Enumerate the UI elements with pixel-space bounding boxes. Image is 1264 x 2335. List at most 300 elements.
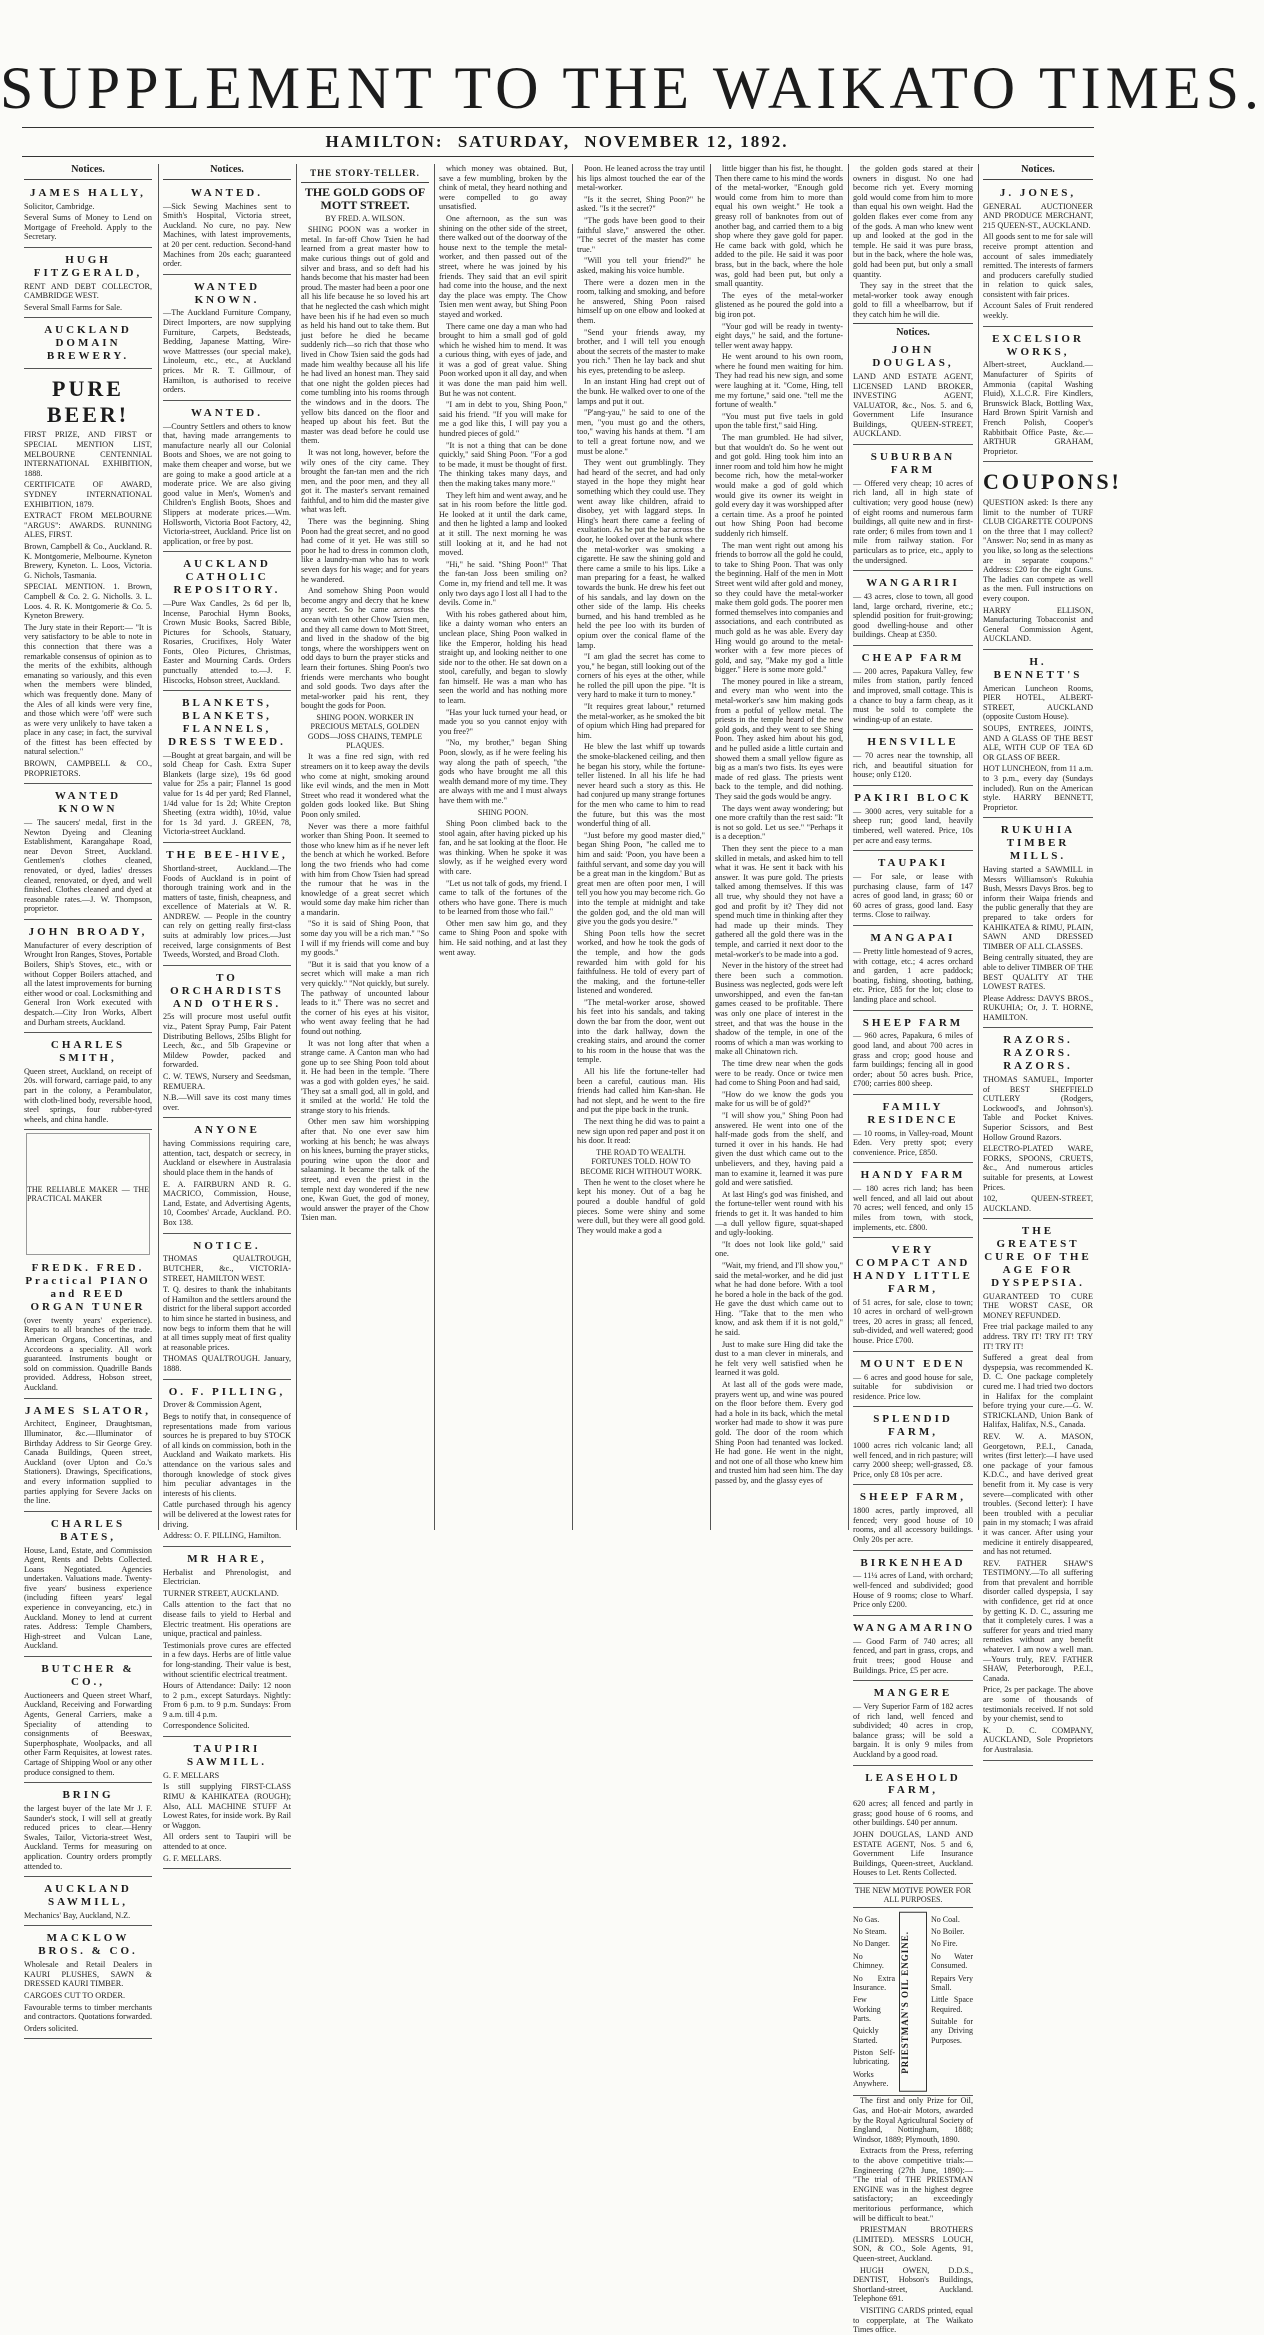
ad-name: H. BENNETT'S [993, 655, 1083, 681]
paragraph: At last Hing's god was finished, and the fortune-teller went round with his friends to get it. It was handed to him—a dull yellow figure, squat-shaped and ugly-looking. [715, 1189, 843, 1238]
ad-text: Several Small Farms for Sale. [24, 302, 123, 312]
paragraph: "Hi," he said. "Shing Poon!" That the fan-tan Joss been smiling on? Come in, my friend and tell me. It was only two days ago I lost all I had to the devils. Come in." [439, 559, 567, 608]
ad-name: SPLENDID FARM, [873, 1413, 953, 1439]
paragraph: VISITING CARDS printed, equal to copperplate, at The Waikato Times office. [853, 2305, 973, 2335]
paragraph: The days went away wondering; but one more craftily than the rest said: "It is not so gold. Let us see." "Perhaps it is a deception." [715, 803, 843, 842]
ad-block [853, 928, 973, 1010]
ad-name: LEASEHOLD FARM, [865, 1771, 961, 1797]
engine-title: THE NEW MOTIVE POWER FOR ALL PURPOSES. [854, 1885, 972, 1905]
ad-text: Shortland-street, Auckland.—The Foods of Auckland is in point of thorough training work and in the matters of taste, finish, cheapness, and excellence of Materials at W. R. ANDREW. — People in the country can rely on getting really first-class suits at admirably low prices.—Just received, large consignments of Best Tweeds, Worsted, and Broad Cloth. [163, 863, 291, 960]
rule-top [22, 127, 1094, 128]
ad-text: Being centrally situated, they are able to deliver TIMBER OF THE BEST QUALITY AT THE LOWEST RATES. [983, 953, 1093, 992]
ad-text: — For sale, or lease with purchasing clause, farm of 147 acres of good land, in grass; 60 or 60 acres of grass, good land. Easy terms. Close to railway. [853, 872, 973, 920]
engine-features-right [931, 1912, 973, 2092]
paragraph: There were a dozen men in the room, talking and smoking, and before he answered, Shing Poon raised himself up on one elbow and looked at them. [577, 277, 705, 325]
story-byline: BY FRED. A. WILSON. [325, 213, 405, 223]
paragraph: The man grumbled. He had silver, but that wouldn't do. So he went out and got gold. Hing took him into an inner room and told him how he might become rich, how the metal-worker would make a god of gold which would give its owner its weight in gold every day it was worshipped after a certain time. As a proof he pointed out how Shing Poon had become suddenly rich himself. [715, 433, 843, 538]
paragraph: The next thing he did was to paint a new sign upon red paper and post it on his door. It read: [577, 1117, 705, 1146]
ad-text: 102, QUEEN-STREET, AUCKLAND. [983, 1194, 1093, 1213]
paragraph: The time drew near when the gods were to be ready. Once or twice men had come to Shing Poon and had said, [715, 1059, 843, 1088]
story-subhead: SHING POON. [477, 807, 529, 817]
ad-text: Orders solicited. [24, 2023, 79, 2033]
ad-name: WANGAMARINO [853, 1621, 976, 1634]
paragraph: Then they sent the piece to a man skilled in metals, and asked him to tell what it was. He sent it back with his answer. It was pure gold. The priests talked among themselves. If this was all true, why should they not have a god and profit by it? They did not spend much time in thinking after they had made up their minds. They gathered all the gold there was in the temple, and carried it next door to the metal-worker's to be made into a god. [715, 843, 843, 959]
engine-feature: No Danger. [853, 1939, 890, 1949]
story-subhead: SHING POON. WORKER IN PRECIOUS METALS, GOLDEN GODS—JOSS CHAINS, TEMPLE PLAQUES. [307, 712, 423, 751]
ad-text: FIRST PRIZE, AND FIRST or SPECIAL MENTION LIST, MELBOURNE CENTENNIAL INTERNATIONAL EXHIBITION, 1888. [24, 430, 152, 478]
paragraph: Never was there a more faithful worker than Shing Poon. It seemed to those who knew him as if he never left the bench at which he worked. Before long the two friends who had come with him from Chow Tsien had spread the rumour that he was in the knowledge of a great secret which would some day make him richer than a mandarin. [301, 821, 429, 917]
paragraph: The first and only Prize for Oil, Gas, and Hot-air Motors, awarded by the Royal Agricultural Society of England, Nottingham, 1888; Windsor, 1889; Plymouth, 1890. [853, 2096, 973, 2144]
column-divider [572, 164, 573, 1530]
engine-feature: Quickly Started. [853, 2026, 879, 2045]
ad-text: G. F. MELLARS. [163, 1853, 222, 1863]
paragraph: They say in the street that the metal-worker took away enough gold to fill a wheelbarrow, but if they catch him he will die. [853, 281, 973, 319]
ads-list [24, 183, 152, 2040]
ad-text: N.B.—Will save its cost many times over. [163, 1093, 291, 1112]
ad-block [163, 1739, 291, 1869]
paragraph: "You must put five taels in gold upon the table first," said Hing. [715, 411, 843, 431]
ad-text: CERTIFICATE OF AWARD, SYDNEY INTERNATIONAL EXHIBITION, 1879. [24, 480, 152, 509]
ad-block [163, 403, 291, 553]
ad-block [163, 845, 291, 966]
ad-text: Queen street, Auckland, on receipt of 20s. will forward, carriage paid, to any part in the colony, a Perambulator, with cloth-lined body, reversible hood, steel springs, four rubber-tyred wheels, and china handle. [24, 1066, 152, 1124]
ad-name: TAUPAKI [877, 857, 949, 870]
ad-name: MANGAPAI [870, 932, 956, 945]
engine-ad [853, 1907, 973, 2097]
engine-feature: Few Working Parts. [853, 1995, 881, 2023]
column-4 [439, 164, 567, 1534]
paragraph: "It does not look like gold," said one. [715, 1239, 843, 1259]
ad-block [853, 1165, 973, 1238]
ad-block [24, 1401, 152, 1512]
paragraph: Shing Poon climbed back to the stool again, after having picked up his fan, and he sat looking at the floor. He was thinking. When he spoke it was slowly, as if he weighed every word with care. [439, 818, 567, 876]
ad-name: J. JONES, [999, 186, 1077, 199]
paragraph: In an instant Hing had crept out of the bunk. He walked over to one of the lamps and put it out. [577, 377, 705, 406]
paragraph: "Wait, my friend, and I'll show you," said the metal-worker, and he did just what he had done before. With a tool he bored a hole in the back of the god. He gave the dust which came out to Hing. "Take that to the men who know, and ask them if it is not gold," he said. [715, 1260, 843, 1338]
paragraph: And somehow Shing Poon would become angry and decry that he knew any secret. So he came across the ocean with ten other Chow Tsien men, and they all came down to Mott Street, and lived in the shadow of the big tongs, where the worshippers went on odd days to burn the prayer sticks and learn their fortunes. Shing Poon's two friends were merchants who bought and sold goods. Two days after the metal-worker paid his rent, they bought the gods for Poon. [301, 586, 429, 711]
ad-block [853, 648, 973, 730]
ad-block [853, 340, 973, 445]
paragraph: SHING POON was a worker in metal. In far-off Chow Tsien he had learned from a great master how to make curious things out of gold and silver and brass, and so deft had his hands become that his master had been proud. The master had been a poor one all his life because he so loved his art that he neglected the cash which might have been his if he had even so much as held his hand out to take them. But just before he died he became suddenly rich—so rich that those who lived in Chow Tsien said the gods had made him wealthy because all his life he had lived an honest man. They said that one night the golden pieces had come tumbling into his rooms through the windows and in the doors. The yellow bits danced on the floor and heaped up about his feet. But the master was dead before he could use them. [301, 225, 429, 446]
engine-feature: Suitable for any Driving Purposes. [931, 2016, 973, 2045]
paragraph: It was not long after that when a strange came. A Canton man who had gone up to see Shing Poon told about it. He had been in the temple. 'There was a god with golden eyes,' he said. 'They sat a small god, all in gold, and it smiled at the world.' He told the strange story to his friends. [301, 1038, 429, 1115]
engine-feature: Little Space Required. [931, 1995, 973, 2014]
paragraph: The money poured in like a stream, and every man who went into the metal-worker's saw him making gods from a potful of yellow metal. The priests in the temple heard of the new gold gods, and they went to see Shing Poon. They asked him about his god, and he pulled aside a little curtain and showed them a small yellow figure as big as a man's two fists. Its eyes were made of red glass. The priests went back to the temple, and did nothing. They said the gods would be angry. [715, 676, 843, 801]
ad-name: JAMES SLATOR, [24, 1404, 151, 1417]
ad-block [24, 1258, 152, 1398]
ad-text: the largest buyer of the late Mr J. F. Saunder's stock, I will sell at greatly reduced prices to clear.—Henry Swales, Tailor, Victoria-street West, Auckland. Terms for measuring on application. Country orders promptly attended to. [24, 1803, 152, 1871]
engine-feature: No Water Consumed. [931, 1951, 973, 1971]
ad-name: HUGH FITZGERALD, [33, 253, 143, 279]
paragraph: "Your god will be ready in twenty-eight days," he said, and the fortune-teller went away happy. [715, 321, 843, 350]
ad-block [24, 1514, 152, 1657]
ad-text: Albert-street, Auckland.—Manufacturer of Spirits of Ammonia (capital Washing Fluid), X.L.C.R. Fire Kindlers, Brunswick Black, Bottling Wax, Hard Brown Spirit Varnish and French Polish, Cooper's Rabbitbait Office Paste, &c.—ARTHUR GRAHAM, Proprietor. [983, 360, 1093, 456]
story-body [853, 164, 973, 320]
ad-name: WANTED KNOWN. [193, 280, 261, 306]
ads-list [163, 183, 291, 1869]
dateline-date: NOVEMBER 12, 1892. [584, 132, 789, 151]
ad-block [853, 1487, 973, 1550]
ad-name: WANTED. [190, 406, 264, 419]
ad-block [24, 183, 152, 248]
ad-text: Wholesale and Retail Dealers in KAURI PLUSHES, SAWN & DRESSED KAURI TIMBER. [24, 1960, 152, 1989]
ad-block [853, 1097, 973, 1164]
ad-block [163, 554, 291, 691]
paragraph: PRIESTMAN BROTHERS (LIMITED). MESSRS LOUCH, SON, & CO., Sole Agents, 91, Queen-street, Auckland. [853, 2225, 973, 2263]
ad-text: —Country Settlers and others to know that, having made arrangements to manufacture nearly all our Colonial Boots and Shoes, we are not going to make them cheaper and worse, but we are going to make a good article at a moderate price. We are also giving good value in Men's, Women's and Children's English Boots, Shoes and Slippers at moderate prices.—Wm. Hollsworth, Victoria Boot Factory, 42, Victoria-street, Auckland. Price list on application, or free by post. [163, 421, 291, 546]
ad-text: — Very Superior Farm of 182 acres of rich land, well fenced and subdivided; 40 acres in crop, balance grass; will be sold a bargain. It is only 9 miles from Auckland by a good road. [853, 1701, 973, 1759]
ad-text: GUARANTEED TO CURE THE WORST CASE, OR MONEY REFUNDED. [983, 1291, 1093, 1320]
perambulator-illustration: THE RELIABLE MAKER — THE PRACTICAL MAKER [26, 1133, 150, 1255]
engine-label: PRIESTMAN'S OIL ENGINE. [899, 1912, 927, 2092]
notices-heading: Notices. [71, 164, 105, 175]
ad-text: Brown, Campbell & Co., Auckland. R. K. Montgomerie, Melbourne. Kyneton Brewery, Kyneton. L. Loos, Victoria. G. Nichols, Tasmania. [24, 542, 152, 580]
ad-text: THOMAS QUALTROUGH. January, 1888. [163, 1354, 291, 1373]
ad-block [853, 1013, 973, 1095]
ad-block [853, 573, 973, 646]
paragraph: "Will you tell your friend?" he asked, making his voice humble. [577, 256, 705, 275]
column-1 [24, 164, 153, 2033]
ad-block [983, 820, 1093, 1028]
paragraph: They went out grumblingly. They had heard of the secret, and had only stayed in the hope they might hear something which they could use. They went away like children, afraid to disobey, yet with laggard steps. In Hing's heart there came a feeling of exultation. As he put the bar across the door, he looked over at the bunk where the metal-worker was smoking a cigarette. He saw the shining gold and there came a smile to his lips. Like a man preparing for a feast, he walked towards the bunk. He drew his feet out of his sandals, and lay down on the other side of the lamp. His cheeks burned, and his hand trembled as he held the pee loo with its burden of opium over the conical flame of the lamp. [577, 458, 705, 650]
paragraph: "The metal-worker arose, showed his feet into his sandals, and taking down the bar from the door, went out into the dark hallway, down the creaking stairs, and around the corner to his room in the house that was the temple. [577, 997, 705, 1065]
ad-text: TURNER STREET, AUCKLAND. [163, 1588, 279, 1598]
ad-text: Hours of Attendance: Daily: 12 noon to 2 p.m., except Saturdays. Nightly: From 6 p.m. to 9 p.m. Sundays: From 9 a.m. till 4 p.m. [163, 1681, 291, 1719]
dateline-day: SATURDAY, [457, 132, 571, 151]
ad-text: Free trial package mailed to any address. TRY IT! TRY IT! TRY IT! TRY IT! [983, 1322, 1093, 1351]
ad-block [24, 1928, 152, 2039]
paragraph: The man went right out among his friends to borrow all the gold he could, to take to Shing Poon. That was only the beginning. Half of the men in Mott Street went wild after gold and money, so they could have the metal-worker make them gold gods. The poorer men formed themselves into companies and associations, and each contributed as much gold as he was able. Every day Hing would go around to the metal-worker with a few more pieces of gold, and say, "Make my god a little bigger." Here is some more gold." [715, 540, 843, 675]
engine-feature: No Steam. [853, 1927, 887, 1937]
ad-text: Is still supplying FIRST-CLASS RIMU & KAHIKATEA (ROUGH); Also, ALL MACHINE STUFF At Lowest Rates, for inside work. By Rail or Waggon. [163, 1782, 291, 1830]
ad-text: — 3000 acres, very suitable for a sheep run; good land, heavily timbered, well watered. Price, 10s per acre and easy terms. [853, 806, 973, 845]
ad-name: JOHN BROADY, [28, 925, 148, 938]
paragraph: They left him and went away, and he sat in his room before the little god. He looked at it until the dark came, and then he lighted a lamp and looked at it still. The next morning he was still looking at it, and he had not moved. [439, 490, 567, 558]
ad-text: 25s will procure most useful outfit viz., Patent Spray Pump, Fair Patent Distributing Bellows, 25lbs Blight for Leech, &c., and 5lb Grapevine or Mildew Powder, packed and forwarded. [163, 1012, 291, 1070]
ad-block [24, 922, 152, 1033]
notices-heading: Notices. [1021, 164, 1055, 175]
paragraph: "It is not a thing that can be done quickly," said Shing Poon. "For a god to be made, it must be thought of first. The thinking takes many days, and then the making takes many more." [439, 440, 567, 488]
ad-text: Address: O. F. PILLING, Hamilton. [163, 1531, 282, 1541]
rule [983, 179, 1093, 180]
ad-text: Calls attention to the fact that no disease fails to yield to Herbal and Electric treatment. His operations are unique, practical and painless. [163, 1600, 291, 1639]
paragraph: With his robes gathered about him, like a dainty woman who enters an unclean place, Shing Poon walked in like the Emperor, holding his head straight up, and looking neither to one side nor to the other. He sat down on a stool, carefully, and began to slowly fan himself. He was a man who has seen the world and has nothing more to learn. [439, 609, 567, 706]
paragraph: little bigger than his fist, he thought. Then there came to his mind the words of the metal-worker, "Enough gold would come from him to more than equal his own weight." He took a greasy roll of banknotes from out of another bag, and carried them to a big shop where they gave gold for paper. He came back with gold, which he added to the pile. He said it was poor brass, but in the back, where the hole was, gold had been put, but only a small quantity. [715, 164, 843, 289]
ad-text: Testimonials prove cures are effected in a few days. Herbs are of little value for long-standing. Their value is best, without scientific electrical treatment. [163, 1640, 291, 1679]
paragraph: All his life the fortune-teller had been a careful, cautious man. His friends had called him Kan-shan. He had not slept, and he went to the fire and put the pipe back in the trunk. [577, 1067, 705, 1115]
paragraph: Other men saw him worshipping after that. No one ever saw him working at his bench; he was always on his knees, burning the prayer sticks, pouring wine upon the door and salaaming. It became the talk of the street, and even the priest in the temple next day wondered if the new one, Kwan Guet, the god of money, would answer the prayer of the Chow Tsien man. [301, 1117, 429, 1223]
paragraph: There was the beginning. Shing Poon had the great secret, and no good had come of it yet. He was still so poor he had to dress in common cloth, like a laundry-man who has to work seven days for his wage; and for years he wandered. [301, 517, 429, 584]
paragraph: Poon. He leaned across the tray until his lips almost touched the ear of the metal-worker. [577, 164, 705, 193]
ad-text: Solicitor, Cambridge. [24, 201, 95, 211]
engine-feature: Piston Self-lubricating. [853, 2048, 895, 2067]
ad-name: THE BEE-HIVE, [166, 849, 288, 862]
ad-block [983, 652, 1093, 818]
ad-block [853, 1768, 973, 1884]
ad-block [983, 1221, 1093, 1760]
paragraph: "Is it the secret, Shing Poon?" he asked. "Is it the secret?" [577, 194, 705, 214]
dateline-place: HAMILTON: [325, 132, 444, 151]
ad-text: ELECTRO-PLATED WARE, FORKS, SPOONS, CRUETS, &c., And numerous articles suitable for presents, at Lowest Prices. [983, 1144, 1093, 1192]
ad-text: Drover & Commission Agent, [163, 1400, 262, 1410]
ad-text: Manufacturer of every description of Wrought Iron Ranges, Stoves, Portable Boilers, Ship's Stoves, etc., with or without Copper Boilers attached, and all the latest improvements for burning either wood or coal. Locksmithing and General Iron Work executed with despatch.—City Iron Works, Albert and Durham streets, Auckland. [24, 940, 152, 1027]
paragraph: "No, my brother," began Shing Poon, slowly, as if he were feeling his way along the path of speech, "the gods who have brought me all this wealth demand more of my time. They are always with me and I must always have them with me." [439, 738, 567, 805]
ad-text: — The saucers' medal, first in the Newton Dyeing and Cleaning Establishment, Karangahape Road, near Devon Street, Auckland. Gentlemen's clothes cleaned, renovated, or dyed, ladies' dresses cleaned, renovated, or dyed, and well finished. Clothes cleaned and dyed at reasonable rates.—J. W. Thompson, proprietor. [24, 817, 152, 914]
ad-block [163, 277, 291, 401]
ad-name: FREDK. FRED. Practical PIANO and REED ORGAN TUNER [25, 1262, 151, 1313]
ad-text: — 11¼ acres of Land, with orchard; well-fenced and subdivided; good House of 9 rooms; close to Wharf. Price only £200. [853, 1571, 973, 1610]
ad-text: American Luncheon Rooms, PIER HOTEL, ALBERT-STREET, AUCKLAND (opposite Custom House). [983, 683, 1093, 722]
ad-text: — Pretty little homestead of 9 acres, with cottage, etc.; 4 acres orchard and garden, 1 acre paddock; boating, fishing, shooting, bathing, etc. Price, £85 for the lot; close to landing place and school. [853, 946, 973, 1004]
ad-block [983, 464, 1122, 650]
column-divider [848, 164, 849, 1530]
ad-name: AUCKLAND SAWMILL, [44, 1883, 132, 1908]
engine-feature: No Chimney. [853, 1951, 884, 1971]
paragraph: "How do we know the gods you make for us will be of gold?" [715, 1089, 843, 1109]
rule [853, 323, 973, 324]
engine-features-left [853, 1912, 895, 2092]
ad-text: —The Auckland Furniture Company, Direct Importers, are now supplying Furniture, Carpets, Bedsteads, Bedding, Japanese Matting, Wire-wove Mattresses (our special make), Linoleum, etc., etc., at Auckland prices. Mr R. T. Gillmour, of Hamilton, is authorised to receive orders. [163, 308, 291, 395]
ad-block [853, 853, 973, 926]
ad-text: — 960 acres, Papakura, 6 miles of good land, and about 700 acres in grass and crop; good house and farm buildings; fencing all in good order; about 50 acres bush. Price, £700; carries 800 sheep. [853, 1031, 973, 1089]
engine-feature: No Coal. [931, 1914, 960, 1924]
ad-text: T. Q. desires to thank the inhabitants of Hamilton and the settlers around the district for the liberal support accorded to him since he started in business, and now begs to inform them that he will at all times supply meat of first quality at reasonable prices. [163, 1285, 291, 1352]
ad-text: —Sick Sewing Machines sent to Smith's Hospital, Victoria street, Auckland. No cure, no pay. New Machines, with latest improvements, at 20 per cent. reduction. Second-hand Machines from 20s each; guaranteed order. [163, 201, 291, 269]
ad-name: NOTICE. [193, 1239, 261, 1252]
ad-name: WANGARIRI [866, 577, 960, 590]
ad-name: BRING [62, 1789, 114, 1802]
ad-name: VERY COMPACT AND HANDY LITTLE FARM, [853, 1244, 973, 1295]
column-7 [853, 164, 976, 2335]
ad-text: of 51 acres, for sale, close to town; 10 acres in orchard of well-grown trees, 20 acres in grass; all fenced, sub-divided, and well watered; good house. Price £700. [853, 1297, 973, 1346]
ad-text: — 43 acres, close to town, all good land, large orchard, riverine, etc.; splendid position for fruit-growing; good dwelling-house and other buildings. Cheap at £350. [853, 591, 973, 640]
paragraph: "I will show you," Shing Poon had answered. He went into one of the half-made gods from the shelf, and turned it over in his hands. He had given the dust which came out to the unbelievers, and they, having paid a man to examine it, learned it was pure gold and were satisfied. [715, 1111, 843, 1188]
engine-feature: No Extra Insurance. [853, 1973, 895, 1992]
engine-feature: Repairs Very Small. [931, 1973, 973, 1992]
ad-text: Price, 2s per package. The above are some of thousands of testimonials received. If not sold by your chemist, send to [983, 1685, 1093, 1724]
ad-text: SPECIAL MENTION. 1. Brown, Campbell & Co. 2. G. Nicholls. 3. L. Loos. 4. R. K. Montgomerie & Co. 5. Kyneton Brewery. [24, 582, 152, 621]
paragraph: Never in the history of the street had there been such a commotion. Business was neglected, gods were left unworshipped, and even the fan-tan games ceased to be profitable. There was only one place of interest in the street, and that was the house in the shadow of the temple, in one of the rooms of which a man was working to make all Chinatown rich. [715, 961, 843, 1057]
story-body [577, 1178, 705, 1236]
ad-text: House, Land, Estate, and Commission Agent, Rents and Debts Collected. Loans Negotiated. Agencies undertaken. Valuations made. Twenty-five years' business experience (including fifteen years' legal experience in conveyancing, etc.) in Auckland. Money to lend at current rates. Address: Temple Chambers, High-street and Vulcan Lane, Auckland. [24, 1545, 152, 1651]
ad-block [24, 786, 152, 920]
ad-text: GENERAL AUCTIONEER AND PRODUCE MERCHANT, 215 QUEEN-ST., AUCKLAND. [983, 201, 1093, 230]
ad-text: Please Address: DAVYS BROS., RUKUHIA; Or, J. T. HORNE, HAMILTON. [983, 993, 1093, 1022]
ad-name: SHEEP FARM, [859, 1491, 967, 1504]
ad-name: SHEEP FARM [862, 1016, 964, 1029]
ad-name: MANGERE [873, 1687, 953, 1700]
paragraph: "I am glad the secret has come to you," he began, still looking out of the corners of his eyes at the other, while he rolled the pill upon the pipe. "It is very hard to make it turn to money." [577, 652, 705, 700]
paragraph: "Let us not talk of gods, my friend. I came to talk of the fortunes of the others who have gone. There is much to be learned from those who fail." [439, 878, 567, 917]
ad-text: 620 acres; all fenced and partly in grass; good house of 6 rooms, and other buildings. £40 per annum. [853, 1799, 973, 1828]
engine-ad-text [853, 2096, 973, 2334]
ad-text: JOHN DOUGLAS, LAND AND ESTATE AGENT, Nos. 5 and 6, Government Life Insurance Buildings, Queen-street, Auckland. Houses to Let. Rents Collected. [853, 1830, 973, 1878]
ad-text: Correspondence Solicited. [163, 1721, 250, 1731]
column-divider [158, 164, 159, 1530]
ad-text: having Commissions requiring care, attention, tact, despatch or secrecy, in Auckland or elsewhere in Australasia should place them in the hands of [163, 1139, 291, 1177]
ad-name: CHEAP FARM [861, 651, 965, 664]
ad-text: THOMAS QUALTROUGH, BUTCHER, &c., VICTORIA-STREET, HAMILTON WEST. [163, 1254, 291, 1283]
paragraph: "I am in debt to you, Shing Poon," said his friend. "If you will make for me a god like this, I will pay you a hundred pieces of gold." [439, 400, 567, 439]
ads-list [853, 340, 976, 1884]
ad-text: HARRY ELLISON, Manufacturing Tobacconist and General Commission Agent, AUCKLAND. [983, 605, 1093, 644]
ad-block [853, 1618, 976, 1681]
column-divider [978, 164, 979, 1530]
ad-text: CARGOES CUT TO ORDER. [24, 1990, 125, 2000]
column-divider [296, 164, 297, 1530]
story-body [715, 164, 843, 1486]
paragraph: HUGH OWEN, D.D.S., DENTIST, Hobson's Buildings, Shortland-street, Auckland. Telephone 691. [853, 2265, 973, 2304]
ad-name: RAZORS. RAZORS. RAZORS. [1003, 1034, 1073, 1073]
ad-name: BIRKENHEAD [860, 1556, 966, 1569]
ad-text: RENT AND DEBT COLLECTOR, CAMBRIDGE WEST. [24, 281, 152, 301]
ad-name: ANYONE [194, 1124, 260, 1137]
ad-text: SOUPS, ENTREES, JOINTS, AND A GLASS OF THE BEST ALE, WITH CUP OF TEA 6D OR GLASS OF BEER. [983, 724, 1093, 762]
section-title: THE STORY-TELLER. [310, 168, 420, 178]
ad-block [24, 320, 152, 369]
ad-text: QUESTION asked: Is there any limit to the number of TURF CLUB CIGARETTE COUPONS on the three that I may collect? "Answer: No; send in as many as you like, so long as the selections are in separate coupons." Address: £20 for the eight Guns. The ladies can compete as well as the men. Full instructions on every coupon. [983, 498, 1093, 603]
paragraph: Other men saw him go, and they came to Shing Poon and spoke with him. He said nothing, and at last they went away. [439, 918, 567, 957]
paragraph: "Just before my good master died," began Shing Poon, "he called me to him and said: 'Poon, you have been a faithful servant, and some day you will be a great man in the kingdom.' But as great men are often poor men, I will tell you how you may become rich. Go into the temple at midnight and take the golden god, and the old man will give you the gods you desire.'" [577, 830, 706, 927]
ad-name: CHARLES BATES, [50, 1517, 126, 1543]
paragraph: "P'ang-yau," he said to one of the men, "you must go and the others, too," waving his hands at them. "I am to tell a great fortune now, and we must be alone." [577, 408, 705, 456]
column-divider [710, 164, 711, 1530]
ad-text: — 70 acres near the township, all rich, and beautiful situation for house; only £120. [853, 751, 973, 780]
ad-text: The Jury state in their Report:— "It is very satisfactory to be able to note in this connection that there was a remarkable consensus of opinion as to the merits of the exhibits, although emanating so variously, and this even when the members were blinded, which was frequently done. Many of the Ales of all kinds were very fine, and those which were 'off' were such as were very unlikely to have taken a place in any case; in fact, the survival of the fittest has been effected by natural selection." [24, 622, 152, 757]
ad-text: — 10 rooms, in Valley-road, Mount Eden. Very pretty spot; every convenience. Price, £850. [853, 1128, 973, 1157]
ad-name: RUKUHIA TIMBER MILLS. [1000, 824, 1076, 863]
ad-block [163, 1120, 291, 1233]
ad-text: LAND AND ESTATE AGENT, LICENSED LAND BROKER, INVESTING AGENT, VALUATOR, &c., Nos. 5. and 6, Government Life Insurance Buildings, QUEEN-STREET, AUCKLAND. [853, 371, 973, 439]
paragraph: Shing Poon tells how the secret worked, and how he took the gods of the temple, and how the gods rewarded him with gold for his faithfulness. He told of every part of the making, and the fortune-teller listened and wondered. [577, 928, 705, 996]
ad-name: TO ORCHARDISTS AND OTHERS. [170, 971, 284, 1010]
engine-feature: No Boiler. [931, 1927, 965, 1937]
paragraph: At last all of the gods were made, prayers went up, and wine was poured on the floor before them. Every god had a hole in its back, which the metal worker had made to show it was pure gold. The door of the room which Shing Poon had tenanted was locked. He had gone. He went in the night, and not one of all those who knew him and trusted him had seen him. The day passed by, and the glassy eyes of [715, 1380, 843, 1485]
story-body [301, 752, 429, 1223]
ad-text: Having started a SAWMILL in Messrs Williamson's Rukuhia Bush, Messrs Davys Bros. beg to inform their Waipa friends and the public generally that they are prepared to take orders for KAHIKATEA & RIMU, PLAIN, SAWN AND DRESSED TIMBER OF ALL CLASSES. [983, 864, 1093, 951]
ad-text: Begs to notify that, in consequence of representations made from various sources he is prepared to buy STOCK of all kinds on commission, both in the Auckland and Waikato markets. His attendance on the various sales and thorough knowledge of stock gives him peculiar advantages in the interests of his clients. [163, 1412, 291, 1498]
column-2 [163, 164, 291, 1863]
ad-name: WANTED KNOWN [54, 790, 122, 816]
column-5 [577, 164, 705, 1534]
ad-block [163, 1382, 291, 1547]
paragraph: It was not long, however, before the wily ones of the city came. They brought the fan-tan men and the rich men, and the poor men, and they all got it. The master's servant remained faithful, and to him did the master give what was left. [301, 447, 429, 515]
ad-text: —Pure Wax Candles, 2s 6d per lb, Incense, Parochial Hymn Books, Crown Music Books, Sacred Bible, Pictures for Schools, Statuary, Rosaries, Crucifixes, Holy Water Fonts, Oleo Pictures, Christmas, Easter and Mourning Cards. Orders punctually attended to.—J. F. Hiscocks, Hobson street, Auckland. [163, 598, 291, 685]
ad-name: SUBURBAN FARM [870, 451, 956, 476]
dateline [0, 132, 1114, 152]
ad-block [24, 371, 152, 784]
ad-name: COUPONS! [983, 469, 1122, 495]
story-sign: THE ROAD TO WEALTH. FORTUNES TOLD. HOW TO BECOME RICH WITHOUT WORK. [580, 1147, 702, 1176]
ad-name: MR HARE, [187, 1552, 267, 1565]
ad-name: FAMILY RESIDENCE [867, 1100, 959, 1126]
ad-name: PURE BEER! [46, 376, 130, 427]
ad-text: G. F. MELLARS [163, 1770, 220, 1780]
ad-name: JAMES HALLY, [30, 186, 146, 199]
engine-feature: No Fire. [931, 1939, 958, 1949]
ad-text: Cattle purchased through his agency will be delivered at the lowest rates for driving. [163, 1500, 291, 1529]
paragraph: The eyes of the metal-worker glistened as he poured the gold into a big iron pot. [715, 290, 843, 319]
ad-text: Herbalist and Phrenologist, and Electrician. [163, 1567, 291, 1587]
paragraph: the golden gods stared at their owners in disgust. No one had become rich yet. Every morning gold would come from him to more than equal his own weight. Had the golden flakes ever come from any of the gods. A man who knew went up and looked at the god in the temple. He said it was pure brass, but in the back, where the hole was, gold had been put, but only a small quantity. [853, 164, 973, 279]
ad-text: EXTRACT FROM MELBOURNE "ARGUS": AWARDS. RUNNING ALES, FIRST. [24, 511, 152, 540]
ad-text: Auctioneers and Queen street Wharf, Auckland, Receiving and Forwarding Agents, General Carriers, make a Speciality of attending to consignments of Beeswax, Superphosphate, Woolpacks, and all other Farm Requisites, at lowest rates. Cartage of Shipping Wool or any other produce consigned to them. [24, 1690, 152, 1777]
paragraph: Then he went to the closet where he kept his money. Out of a bag he poured a double handful of gold pieces. Some were shiny and some were dull, but they were all good gold. They would make a god a [577, 1177, 705, 1235]
paragraph: Extracts from the Press, referring to the above competitive trials:— Engineering (27th June, 1890):— "The trial of THE PRIESTMAN ENGINE was in the highest degree satisfactory; an exceedingly meritorious performance, which will be difficult to beat." [853, 2146, 973, 2223]
ad-name: EXCELSIOR WORKS, [992, 332, 1084, 358]
rule [301, 182, 429, 183]
ad-name: WANTED. [190, 186, 264, 199]
ad-block [163, 968, 291, 1119]
story-body [439, 164, 567, 806]
paragraph: "Has your luck turned your head, or made you so you cannot enjoy with you free?" [439, 707, 567, 736]
ad-block [853, 447, 973, 571]
ad-block [163, 693, 291, 843]
ad-name: HANDY FARM [860, 1169, 966, 1182]
ad-block [163, 1549, 291, 1737]
ad-name: CHARLES SMITH, [50, 1039, 126, 1064]
ad-block [24, 1879, 152, 1926]
masthead-title: SUPPLEMENT TO THE WAIKATO TIMES. [0, 55, 1264, 121]
ad-text: Several Sums of Money to Lend on Mortgage of Freehold. Apply to the Secretary. [24, 213, 152, 242]
ad-block [853, 788, 973, 851]
ad-text: C. W. TEWS, Nursery and Seedsman, REMUERA. [163, 1071, 291, 1091]
ad-text: All orders sent to Taupiri will be attended to at once. [163, 1832, 291, 1851]
ad-block [163, 183, 291, 275]
ad-name: BUTCHER & CO., [41, 1663, 135, 1688]
rule [163, 179, 291, 180]
column-divider [434, 164, 435, 1530]
ad-text: — Offered very cheap; 10 acres of rich land, all in high state of cultivation; very good house (new) of eight rooms and numerous farm buildings, all quite new and in first-rate order; 6 miles from town and 1 mile from railway station. For particulars as to price, etc., apply to the undersigned. [853, 478, 973, 565]
ad-text: — 200 acres, Papakura Valley, few miles from station, partly fenced and improved, small cottage. This is a chance to buy a farm cheap, as it must be sold to complete the winding-up of an estate. [853, 666, 973, 724]
ad-text: Suffered a great deal from dyspepsia, was recommended K. D. C. One package completely cured me. I had tried two doctors in Halifax for the complaint before trying your cure.—G. W. STRICKLAND, Union Bank of Halifax, Halifax, N.S., Canada. [983, 1353, 1093, 1430]
ad-name: TAUPIRI SAWMILL. [187, 1743, 267, 1768]
ad-text: REV. W. A. MASON, Georgetown, P.E.I., Canada, writes (first letter):—I have used one package of your famous K.D.C., and have derived great benefit from it. My case is very severe—complicated with other troubles. (Second letter): I have been troubled with a peculiar pain in my stomach; I was afraid it was cancer. After using your medicine it entirely disappeared, and has not returned. [983, 1431, 1093, 1557]
ad-block [24, 1035, 152, 1130]
ad-text: — 6 acres and good house for sale, suitable for subdivision or residence. Price low. [853, 1372, 973, 1401]
ad-name: THE GREATEST CURE OF THE AGE FOR DYSPEPSIA. [984, 1225, 1092, 1289]
ad-block [24, 250, 152, 319]
ad-block [853, 1354, 973, 1408]
paragraph: There came one day a man who had brought to him a small god of gold which he wished him to mend. It was a curious thing, with eyes of jade, and it was a god of great value. Shing Poon worked upon it all day, and when it was done the man paid him well. But he was not content. [439, 321, 567, 398]
ad-name: MOUNT EDEN [860, 1357, 966, 1370]
ad-text: 1000 acres rich volcanic land; all well fenced, and in rich pasture; will carry 2000 sheep; well-grassed, £8. Price, only £8 10s per acre. [853, 1441, 973, 1479]
paragraph: He blew the last whiff up towards the smoke-blackened ceiling, and then he began his story, while the fortune-teller listened. In all his life he had never heard such a story as this. He had conjured up many strange fortunes for the men who came to him to read the future, but this was the most wonderful thing of all. [577, 742, 705, 829]
column-6 [715, 164, 843, 1534]
notices-heading: Notices. [896, 326, 930, 338]
story-title: THE GOLD GODS OF MOTT STREET. [304, 184, 426, 212]
ad-text: BROWN, CAMPBELL & CO., PROPRIETORS. [24, 759, 152, 778]
paragraph: He went around to his own room, where he found men waiting for him. They had read his new sign, and some were laughing at it. "Come, Hing, tell me my fortune," said one. "tell me the fortune of wealth." [715, 352, 843, 410]
ad-name: JOHN DOUGLAS, [872, 344, 954, 370]
engine-feature: Works Anywhere. [853, 2069, 889, 2089]
ad-text: 1800 acres, partly improved, all fenced; very good house of 10 rooms, and all accessory buildings. Only 20s per acre. [853, 1506, 973, 1545]
ad-text: Architect, Engineer, Draughtsman, Illuminator, &c.—Illuminator of Birthday Address to Sir George Grey. Canada Buildings, Queen street, Auckland (over Upton and Co.'s Stationers). Drawings, Specifications, and every information supplied to parties applying for Severe Jacks on the line. [24, 1419, 152, 1506]
ad-block [853, 732, 973, 786]
ad-name: AUCKLAND CATHOLIC REPOSITORY. [173, 558, 281, 597]
rule-under-dateline [22, 156, 1094, 157]
ad-text: (over twenty years' experience). Repairs to all branches of the trade. American Organs, Concertinas, and Accordeons a speciality. All work guaranteed. Instruments bought or sold on commission. Quadrille Bands provided. Address, Hobson street, Auckland. [24, 1315, 152, 1392]
ad-block [24, 1659, 152, 1783]
ad-text: —Bought at great bargain, and will be sold Cheap for Cash. Extra Super Blankets (large size), 19s 6d good value for 25s a pair; Flannel 1s good value for 1s 4d per yard; Red Flannel, 1/4d value for 1s 2d; White Crepton Sheeting (extra width), 10½d, value for 1s 3d yard. J. GREEN, 78, Victoria-street Auckland. [163, 750, 291, 837]
ad-block [853, 1409, 973, 1485]
ad-block [853, 1683, 973, 1765]
paragraph: "It requires great labour," returned the metal-worker, as he smoked the bit of opium which Hing had prepared for him. [577, 702, 705, 740]
paragraph: It was a fine red sign, with red streamers on it to keep away the devils who come at night, smoking around like evil winds, and the men in Mott Street who read it wondered what the golden gods looked like. But Shing Poon only smiled. [301, 752, 429, 819]
ad-text: THOMAS SAMUEL, Importer of BEST SHEFFIELD CUTLERY (Rodgers, Lockwood's, and Johnson's). Table and Pocket Knives. Superior Scissors, and Best Hollow Ground Razors. [983, 1075, 1093, 1142]
paragraph: "So it is said of Shing Poon, that some day you will be a rich man." "So I will if my friends will come and buy my goods." [301, 919, 429, 958]
ad-text: All goods sent to me for sale will receive prompt attention and account of sales immediately remitted. The interests of farmers and producers carefully studied in relation to quick sales, consistent with fair prices. [983, 232, 1093, 299]
